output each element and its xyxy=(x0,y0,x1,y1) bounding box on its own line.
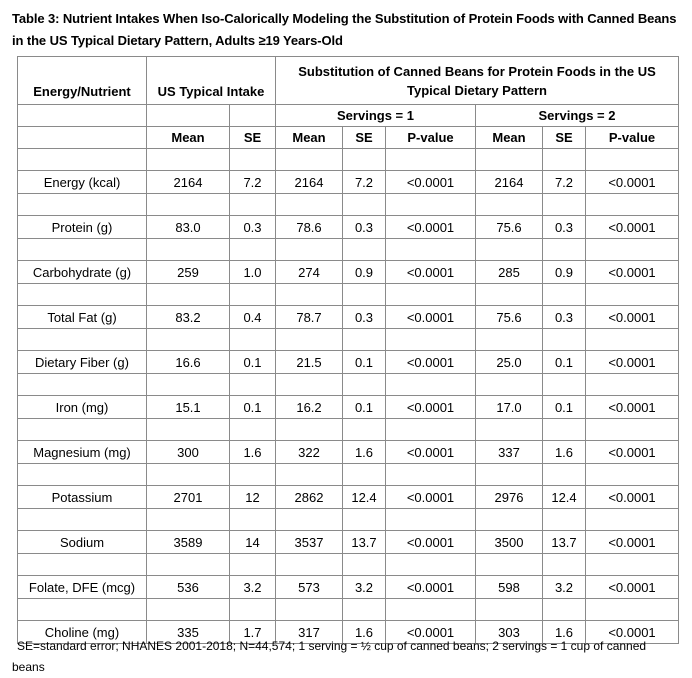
cell-s2-p: <0.0001 xyxy=(586,351,679,374)
cell-s1-se: 0.1 xyxy=(343,351,386,374)
header-nutrient: Energy/Nutrient xyxy=(18,57,147,105)
empty-cell xyxy=(230,329,276,351)
empty-cell xyxy=(343,149,386,171)
empty-cell xyxy=(543,509,586,531)
empty-cell xyxy=(476,554,543,576)
empty-cell xyxy=(147,194,230,216)
empty-cell xyxy=(18,284,147,306)
empty-cell xyxy=(343,599,386,621)
empty-cell xyxy=(230,419,276,441)
cell-typ-mean: 15.1 xyxy=(147,396,230,419)
empty-cell xyxy=(476,374,543,396)
table-row xyxy=(18,306,679,329)
cell-s1-p: <0.0001 xyxy=(386,216,476,239)
empty-cell xyxy=(230,149,276,171)
cell-s1-mean: 78.7 xyxy=(276,306,343,329)
empty-cell xyxy=(276,194,343,216)
cell-typ-mean: 83.0 xyxy=(147,216,230,239)
table-row xyxy=(18,576,679,599)
spacer-row xyxy=(18,284,679,306)
empty-cell xyxy=(18,194,147,216)
empty-cell xyxy=(276,599,343,621)
cell-typ-mean: 2701 xyxy=(147,486,230,509)
empty-cell xyxy=(386,419,476,441)
cell-s2-se: 0.3 xyxy=(543,306,586,329)
empty-cell xyxy=(543,284,586,306)
empty-cell xyxy=(586,329,679,351)
cell-s2-se: 1.6 xyxy=(543,621,586,644)
empty-cell xyxy=(543,419,586,441)
cell-typ-mean: 16.6 xyxy=(147,351,230,374)
cell-s2-se: 3.2 xyxy=(543,576,586,599)
cell-typ-mean: 83.2 xyxy=(147,306,230,329)
header-substitution: Substitution of Canned Beans for Protein Foods in the US Typical Dietary Pattern xyxy=(276,57,679,105)
empty-cell xyxy=(276,284,343,306)
cell-s2-p: <0.0001 xyxy=(586,576,679,599)
cell-s1-se: 1.6 xyxy=(343,441,386,464)
header-typical-se: SE xyxy=(230,127,276,149)
cell-s1-se: 0.3 xyxy=(343,306,386,329)
empty-cell xyxy=(586,509,679,531)
empty-cell xyxy=(276,239,343,261)
cell-s2-p: <0.0001 xyxy=(586,441,679,464)
cell-s1-p: <0.0001 xyxy=(386,171,476,194)
empty-cell xyxy=(147,239,230,261)
spacer-row xyxy=(18,554,679,576)
cell-s2-p: <0.0001 xyxy=(586,306,679,329)
cell-s2-se: 7.2 xyxy=(543,171,586,194)
header-s1-pvalue: P-value xyxy=(386,127,476,149)
cell-s2-se: 12.4 xyxy=(543,486,586,509)
footnote-line-1: SE=standard error; NHANES 2001-2018; N=44,574; 1 serving = ½ cup of canned beans; 2 servings = 1 cup of canned xyxy=(17,639,647,653)
header-s2-pvalue: P-value xyxy=(586,127,679,149)
empty-cell xyxy=(476,194,543,216)
spacer-row xyxy=(18,329,679,351)
empty-cell xyxy=(343,554,386,576)
cell-s2-mean: 2164 xyxy=(476,171,543,194)
cell-typ-mean: 536 xyxy=(147,576,230,599)
cell-typ-mean: 335 xyxy=(147,621,230,644)
cell-s2-mean: 285 xyxy=(476,261,543,284)
empty-cell xyxy=(543,554,586,576)
empty-cell xyxy=(476,419,543,441)
cell-name: Potassium xyxy=(18,486,147,509)
cell-typ-se: 7.2 xyxy=(230,171,276,194)
cell-s1-mean: 322 xyxy=(276,441,343,464)
empty-cell xyxy=(543,329,586,351)
cell-s2-mean: 2976 xyxy=(476,486,543,509)
header-blank xyxy=(147,105,230,127)
header-typical-mean: Mean xyxy=(147,127,230,149)
empty-cell xyxy=(18,599,147,621)
empty-cell xyxy=(230,239,276,261)
empty-cell xyxy=(18,149,147,171)
empty-cell xyxy=(386,239,476,261)
cell-name: Total Fat (g) xyxy=(18,306,147,329)
cell-name: Protein (g) xyxy=(18,216,147,239)
empty-cell xyxy=(230,554,276,576)
cell-s1-mean: 317 xyxy=(276,621,343,644)
cell-s2-mean: 3500 xyxy=(476,531,543,554)
cell-typ-se: 1.7 xyxy=(230,621,276,644)
cell-s2-p: <0.0001 xyxy=(586,531,679,554)
empty-cell xyxy=(343,374,386,396)
table-caption: Table 3: Nutrient Intakes When Iso-Calorically Modeling the Substitution of Protein Foods with Canned Beans in the US Typical Dietary Pattern, Adults ≥19 Years-Old xyxy=(12,11,677,48)
cell-typ-mean: 259 xyxy=(147,261,230,284)
empty-cell xyxy=(18,509,147,531)
header-row-3 xyxy=(18,127,679,149)
header-s2-se: SE xyxy=(543,127,586,149)
spacer-row xyxy=(18,509,679,531)
empty-cell xyxy=(147,329,230,351)
header-s1-se: SE xyxy=(343,127,386,149)
cell-s1-p: <0.0001 xyxy=(386,441,476,464)
cell-s1-p: <0.0001 xyxy=(386,576,476,599)
header-s1-mean: Mean xyxy=(276,127,343,149)
cell-s1-mean: 3537 xyxy=(276,531,343,554)
cell-s1-p: <0.0001 xyxy=(386,396,476,419)
cell-s2-se: 0.9 xyxy=(543,261,586,284)
cell-s1-p: <0.0001 xyxy=(386,306,476,329)
empty-cell xyxy=(276,419,343,441)
cell-s2-mean: 337 xyxy=(476,441,543,464)
cell-s2-p: <0.0001 xyxy=(586,621,679,644)
empty-cell xyxy=(476,509,543,531)
empty-cell xyxy=(386,374,476,396)
cell-typ-se: 3.2 xyxy=(230,576,276,599)
empty-cell xyxy=(386,464,476,486)
empty-cell xyxy=(476,599,543,621)
empty-cell xyxy=(586,554,679,576)
table-row xyxy=(18,531,679,554)
empty-cell xyxy=(230,194,276,216)
cell-s1-mean: 2862 xyxy=(276,486,343,509)
cell-s1-mean: 274 xyxy=(276,261,343,284)
empty-cell xyxy=(147,284,230,306)
empty-cell xyxy=(18,464,147,486)
cell-s2-p: <0.0001 xyxy=(586,396,679,419)
cell-s2-mean: 17.0 xyxy=(476,396,543,419)
header-blank xyxy=(18,105,147,127)
cell-s1-se: 0.9 xyxy=(343,261,386,284)
spacer-row xyxy=(18,419,679,441)
cell-s2-se: 0.3 xyxy=(543,216,586,239)
cell-typ-se: 0.4 xyxy=(230,306,276,329)
cell-typ-se: 12 xyxy=(230,486,276,509)
cell-s1-se: 0.3 xyxy=(343,216,386,239)
empty-cell xyxy=(386,554,476,576)
empty-cell xyxy=(147,149,230,171)
cell-typ-mean: 300 xyxy=(147,441,230,464)
empty-cell xyxy=(543,464,586,486)
cell-s2-se: 13.7 xyxy=(543,531,586,554)
header-servings-1: Servings = 1 xyxy=(276,105,476,127)
empty-cell xyxy=(147,464,230,486)
empty-cell xyxy=(276,374,343,396)
empty-cell xyxy=(276,554,343,576)
empty-cell xyxy=(147,554,230,576)
empty-cell xyxy=(18,329,147,351)
spacer-row xyxy=(18,239,679,261)
cell-name: Dietary Fiber (g) xyxy=(18,351,147,374)
footnote xyxy=(12,636,689,678)
cell-typ-se: 14 xyxy=(230,531,276,554)
cell-s1-se: 13.7 xyxy=(343,531,386,554)
table-row xyxy=(18,261,679,284)
cell-s2-p: <0.0001 xyxy=(586,216,679,239)
header-row-2 xyxy=(18,105,679,127)
empty-cell xyxy=(543,599,586,621)
empty-cell xyxy=(230,284,276,306)
table-body xyxy=(18,149,679,644)
cell-s1-se: 0.1 xyxy=(343,396,386,419)
empty-cell xyxy=(476,239,543,261)
cell-s1-p: <0.0001 xyxy=(386,351,476,374)
cell-s1-p: <0.0001 xyxy=(386,621,476,644)
nutrient-table xyxy=(17,56,679,644)
empty-cell xyxy=(343,239,386,261)
spacer-row xyxy=(18,464,679,486)
empty-cell xyxy=(18,239,147,261)
empty-cell xyxy=(147,599,230,621)
empty-cell xyxy=(543,374,586,396)
cell-s2-se: 1.6 xyxy=(543,441,586,464)
empty-cell xyxy=(343,509,386,531)
empty-cell xyxy=(343,419,386,441)
table-row xyxy=(18,441,679,464)
footnote-line-2: beans xyxy=(12,660,45,674)
header-servings-2: Servings = 2 xyxy=(476,105,679,127)
empty-cell xyxy=(586,599,679,621)
cell-s2-se: 0.1 xyxy=(543,396,586,419)
cell-name: Sodium xyxy=(18,531,147,554)
empty-cell xyxy=(386,284,476,306)
empty-cell xyxy=(147,419,230,441)
empty-cell xyxy=(586,149,679,171)
cell-typ-se: 0.1 xyxy=(230,351,276,374)
cell-typ-se: 0.1 xyxy=(230,396,276,419)
empty-cell xyxy=(586,194,679,216)
empty-cell xyxy=(543,239,586,261)
empty-cell xyxy=(476,329,543,351)
empty-cell xyxy=(386,149,476,171)
cell-typ-se: 1.6 xyxy=(230,441,276,464)
header-s2-mean: Mean xyxy=(476,127,543,149)
cell-typ-se: 0.3 xyxy=(230,216,276,239)
empty-cell xyxy=(386,329,476,351)
cell-name: Choline (mg) xyxy=(18,621,147,644)
empty-cell xyxy=(343,464,386,486)
empty-cell xyxy=(230,599,276,621)
cell-s1-p: <0.0001 xyxy=(386,486,476,509)
empty-cell xyxy=(276,329,343,351)
empty-cell xyxy=(586,284,679,306)
empty-cell xyxy=(476,284,543,306)
table-row xyxy=(18,216,679,239)
spacer-row xyxy=(18,374,679,396)
cell-name: Carbohydrate (g) xyxy=(18,261,147,284)
cell-s1-se: 7.2 xyxy=(343,171,386,194)
cell-s1-se: 3.2 xyxy=(343,576,386,599)
empty-cell xyxy=(386,194,476,216)
cell-s2-mean: 598 xyxy=(476,576,543,599)
empty-cell xyxy=(476,149,543,171)
cell-name: Energy (kcal) xyxy=(18,171,147,194)
cell-typ-mean: 3589 xyxy=(147,531,230,554)
cell-name: Magnesium (mg) xyxy=(18,441,147,464)
cell-s1-mean: 16.2 xyxy=(276,396,343,419)
spacer-row xyxy=(18,194,679,216)
cell-s1-p: <0.0001 xyxy=(386,531,476,554)
empty-cell xyxy=(18,554,147,576)
spacer-row xyxy=(18,149,679,171)
header-row-1 xyxy=(18,57,679,105)
cell-name: Iron (mg) xyxy=(18,396,147,419)
spacer-row xyxy=(18,599,679,621)
table-row xyxy=(18,486,679,509)
empty-cell xyxy=(147,509,230,531)
cell-s2-mean: 303 xyxy=(476,621,543,644)
empty-cell xyxy=(18,374,147,396)
cell-s1-p: <0.0001 xyxy=(386,261,476,284)
empty-cell xyxy=(386,509,476,531)
cell-typ-mean: 2164 xyxy=(147,171,230,194)
empty-cell xyxy=(586,374,679,396)
cell-s2-mean: 25.0 xyxy=(476,351,543,374)
empty-cell xyxy=(386,599,476,621)
cell-s1-se: 1.6 xyxy=(343,621,386,644)
header-typical-intake: US Typical Intake xyxy=(147,57,276,105)
cell-typ-se: 1.0 xyxy=(230,261,276,284)
header-blank xyxy=(18,127,147,149)
cell-s2-mean: 75.6 xyxy=(476,216,543,239)
cell-s2-se: 0.1 xyxy=(543,351,586,374)
header-blank xyxy=(230,105,276,127)
empty-cell xyxy=(476,464,543,486)
empty-cell xyxy=(586,419,679,441)
cell-s1-mean: 573 xyxy=(276,576,343,599)
empty-cell xyxy=(543,149,586,171)
empty-cell xyxy=(276,464,343,486)
empty-cell xyxy=(343,194,386,216)
cell-s1-mean: 78.6 xyxy=(276,216,343,239)
empty-cell xyxy=(343,284,386,306)
cell-s1-se: 12.4 xyxy=(343,486,386,509)
empty-cell xyxy=(343,329,386,351)
empty-cell xyxy=(586,464,679,486)
cell-s2-mean: 75.6 xyxy=(476,306,543,329)
empty-cell xyxy=(18,419,147,441)
empty-cell xyxy=(543,194,586,216)
cell-s1-mean: 21.5 xyxy=(276,351,343,374)
empty-cell xyxy=(230,374,276,396)
table-row xyxy=(18,171,679,194)
cell-s2-p: <0.0001 xyxy=(586,486,679,509)
empty-cell xyxy=(230,509,276,531)
table-row xyxy=(18,396,679,419)
empty-cell xyxy=(276,149,343,171)
empty-cell xyxy=(586,239,679,261)
cell-s1-mean: 2164 xyxy=(276,171,343,194)
cell-name: Folate, DFE (mcg) xyxy=(18,576,147,599)
empty-cell xyxy=(276,509,343,531)
cell-s2-p: <0.0001 xyxy=(586,171,679,194)
empty-cell xyxy=(230,464,276,486)
cell-s2-p: <0.0001 xyxy=(586,261,679,284)
empty-cell xyxy=(147,374,230,396)
table-row xyxy=(18,351,679,374)
